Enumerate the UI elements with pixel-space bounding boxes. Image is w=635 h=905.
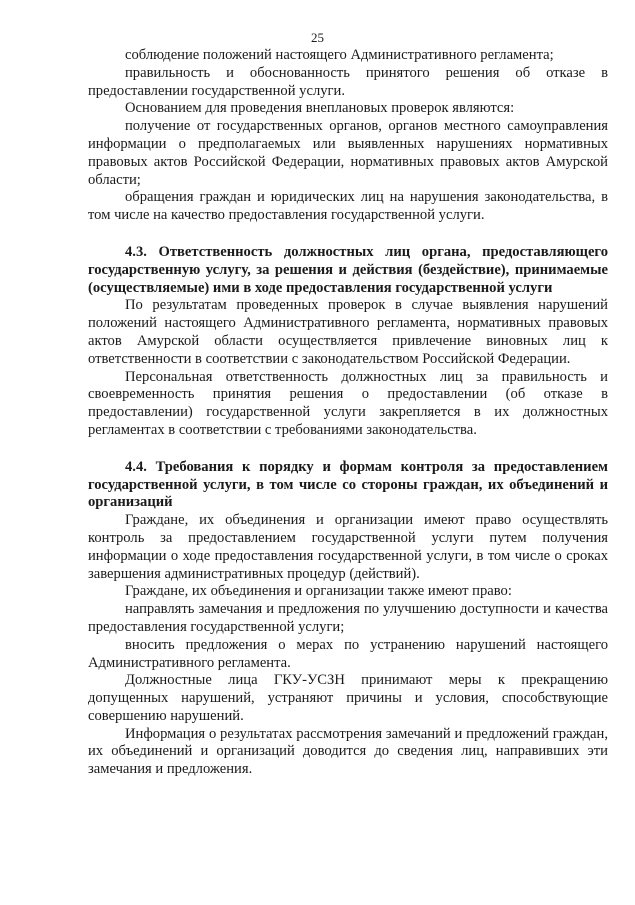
paragraph: Граждане, их объединения и организации имеют право осуществлять контроль за предоставлением государственной услуги путем получения информации о ходе предоставления государственной услуги, в том числе о сроках завершения административных процедур (действий). xyxy=(88,512,608,582)
paragraph: По результатам проведенных проверок в случае выявления нарушений положений настоящего Административного регламента, нормативных правовых актов Амурской области осуществляется привлечение виновных лиц к ответственности в соответствии с законодательством Российской Федерации. xyxy=(88,297,608,367)
paragraph: вносить предложения о мерах по устранению нарушений настоящего Административного регламента. xyxy=(88,636,608,671)
paragraph: правильность и обоснованность принятого решения об отказе в предоставлении государственной услуги. xyxy=(88,64,608,99)
paragraph: Информация о результатах рассмотрения замечаний и предложений граждан, их объединений и организаций доводится до сведения лиц, направивших эти замечания и предложения. xyxy=(88,725,608,778)
document-body xyxy=(88,47,608,779)
paragraph: обращения граждан и юридических лиц на нарушения законодательства, в том числе на качество предоставления государственной услуги. xyxy=(88,189,608,224)
page-number: 25 xyxy=(311,30,324,45)
paragraph: Должностные лица ГКУ-УСЗН принимают меры к прекращению допущенных нарушений, устраняют причины и условия, способствующие совершению нарушений. xyxy=(88,672,608,724)
paragraph: Граждане, их объединения и организации также имеют право: xyxy=(125,583,512,600)
section-heading-4-3: 4.3. Ответственность должностных лиц органа, предоставляющего государственную услугу, за решения и действия (бездействие), принимаемые (осуществляемые) ими в ходе предоставления государственной услуги xyxy=(88,243,608,296)
paragraph: Основанием для проведения внеплановых проверок являются: xyxy=(125,100,515,117)
paragraph: направлять замечания и предложения по улучшению доступности и качества предоставления государственной услуги; xyxy=(88,601,608,635)
paragraph: соблюдение положений настоящего Административного регламента; xyxy=(125,47,554,63)
paragraph: получение от государственных органов, органов местного самоуправления информации о предполагаемых или выявленных нарушениях нормативных правовых актов Российской Федерации, нормативных правовых актов Амурской области; xyxy=(88,118,608,188)
paragraph: Персональная ответственность должностных лиц за правильность и своевременность принятия решения о предоставлении (об отказе в предоставлении) государственной услуги закрепляется в их должностных регламентах в соответствии с требованиями законодательства. xyxy=(88,368,608,438)
section-heading-4-4: 4.4. Требования к порядку и формам контроля за предоставлением государственной услуги, в том числе со стороны граждан, их объединений и организаций xyxy=(88,458,608,511)
